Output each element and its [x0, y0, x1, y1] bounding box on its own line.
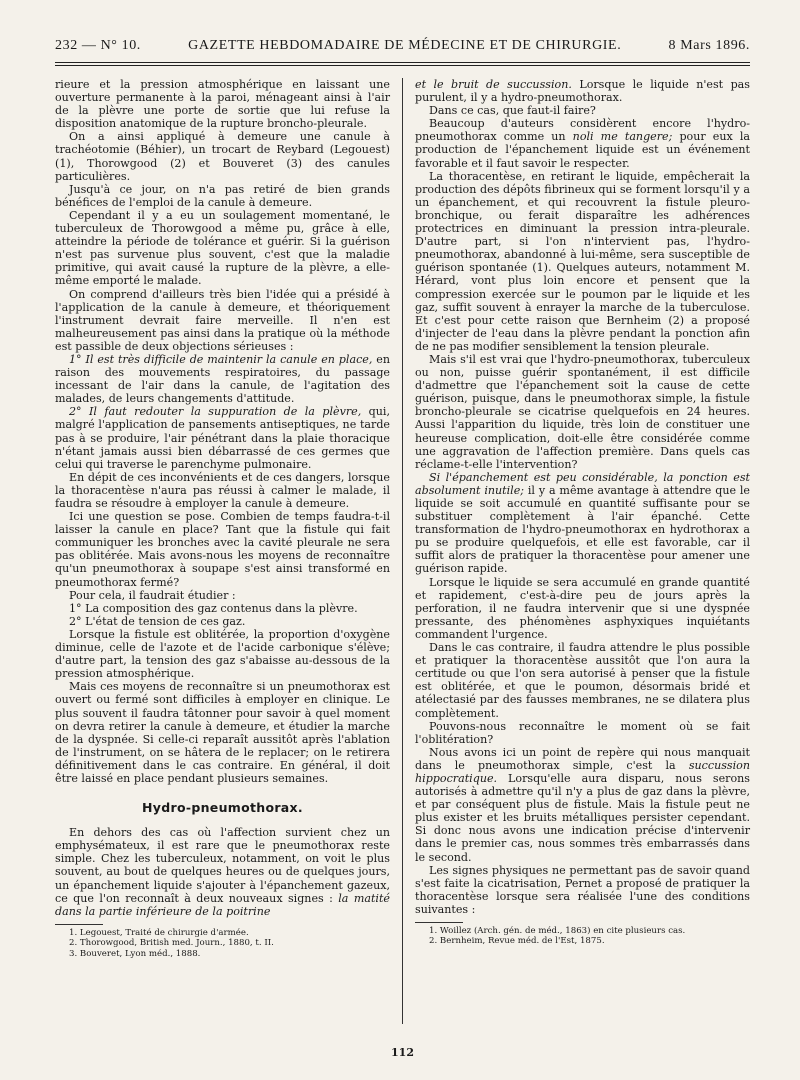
paragraph — [55, 405, 390, 470]
text: Lorsqu'elle aura disparu, nous serons autorisés à admettre qu'il n'y a plus de gaz dans la plèvre, et par conséquent plus de fistule. Mais la fistule peut ne plus exister et les bruits métalliques persister cependant. Si donc nous avons une indication précise d'intervenir dans le premier cas, nous sommes très embarrassés dans le second. — [415, 771, 750, 864]
journal-title: GAZETTE HEBDOMADAIRE DE MÉDECINE ET DE CHIRURGIE. — [188, 38, 622, 53]
text: en raison des mouvements respiratoires, du passage incessant de l'air dans la canule, de l'agitation des malades, de leurs changements d'attitude. — [55, 352, 390, 406]
text: En dehors des cas où l'affection survient chez un emphysémateux, il est rare que le pneumothorax reste simple. Chez les tuberculeux, notamment, on voit le plus souvent, au bout de quelques heures ou de quelques jours, un épanchement liquide s'ajouter à l'épanchement gazeux, ce que l'on reconnaît à deux nouveaux signes : — [55, 826, 390, 905]
footnote: 3. Bouveret, Lyon méd., 1888. — [69, 948, 201, 959]
footnote: 2. Bernheim, Revue méd. de l'Est, 1875. — [429, 936, 605, 947]
text: Lorsque le liquide n'est pas purulent, il y a hydro-pneumothorax. — [415, 78, 750, 105]
paragraph — [415, 117, 750, 169]
emphasis: 1° Il est très difficile de maintenir la canule en place, — [69, 352, 373, 366]
right-column — [415, 78, 750, 947]
paragraph: Lorsque la fistule est oblitérée, la proportion d'oxygène diminue, celle de l'azote et de l'acide carbonique s'élève; d'autre part, la tension des gaz s'abaisse au-dessous de la pression atmosphérique. — [55, 627, 390, 681]
text-columns — [55, 78, 750, 1038]
paragraph: Ici une question se pose. Combien de temps faudra-t-il laisser la canule en place? Tant que la fistule qui fait communiquer les bronches avec la cavité pleurale ne sera pas oblitérée. Mais avons-nous les moyens de reconnaître qu'un pneumothorax à soupape s'est ainsi transformé en pneumothorax fermé? — [55, 510, 390, 589]
emphasis: la matité dans la partie inférieure de la poitrine — [55, 891, 390, 918]
emphasis: 2° Il faut redouter la suppuration de la plèvre, — [69, 405, 362, 419]
paragraph: Dans ce cas, que faut-il faire? — [429, 104, 596, 118]
paragraph: Lorsque le liquide se sera accumulé en grande quantité et rapidement, c'est-à-dire peu de jours après la perforation, il ne faudra intervenir que si une dyspnée pressante, des phénomènes asphyxiques inquiétants commandent l'urgence. — [415, 575, 750, 641]
paragraph: Pour cela, il faudrait étudier : — [69, 588, 236, 602]
paragraph: 2° L'état de tension de ces gaz. — [69, 614, 246, 628]
section-heading: Hydro-pneumothorax. — [142, 800, 303, 816]
emphasis: noli me tangere; — [572, 130, 673, 144]
paragraph: Pouvons-nous reconnaître le moment où se fait l'oblitération? — [415, 719, 750, 746]
footnote: 1. Legouest, Traité de chirurgie d'armée. — [69, 927, 249, 938]
text: Nous avons ici un point de repère qui nous manquait dans le pneumothorax simple, c'est la — [415, 745, 750, 772]
emphasis: Si l'épanchement est peu considérable, la ponction est absolument inutile; — [415, 470, 750, 497]
emphasis: succussion hippocratique. — [415, 758, 750, 785]
paragraph: Mais s'il est vrai que l'hydro-pneumothorax, tuberculeux ou non, puisse guérir spontanément, il est difficile d'admettre que l'épanchement soit la cause de cette guérison, puisque, dans le pneumothorax simple, la fistule broncho-pleurale se cicatrise quelquefois en 24 heures. Aussi l'apparition du liquide, très loin de constituer une heureuse complication, doit-elle être considérée comme une aggravation de l'affection première. Dans quels cas réclame-t-elle l'intervention? — [415, 352, 750, 471]
emphasis: et le bruit de succussion. — [415, 78, 572, 91]
paragraph — [55, 353, 390, 405]
paragraph — [415, 746, 750, 864]
paragraph: En dépit de ces inconvénients et de ces dangers, lorsque la thoracentèse n'aura pas réussi à calmer le malade, il faudra se résoudre à employer la canule à demeure. — [55, 470, 390, 510]
issue-date: 8 Mars 1896. — [668, 38, 750, 53]
paragraph: 1° La composition des gaz contenus dans la plèvre. — [69, 601, 358, 615]
paragraph: Les signes physiques ne permettant pas de savoir quand s'est faite la cicatrisation, Pernet a proposé de pratiquer la thoracentèse lorsque sera réalisée l'une des conditions suivantes : — [415, 863, 750, 916]
footnote: 1. Woillez (Arch. gén. de méd., 1863) en cite plusieurs cas. — [429, 926, 686, 936]
paragraph: La thoracentèse, en retirant le liquide, empêcherait la production des dépôts fibrineux qui se forment lorsqu'il y a un épanchement, et qui recouvrent la fistule pleuro-bronchique, ou ferait disparaître les adhérences protectrices en diminuant la pression intra-pleurale. D'autre part, si l'on n'intervient pas, l'hydro-pneumothorax, abandonné à lui-même, sera susceptible de guérison spontanée (1). Quelques auteurs, notamment M. Hérard, vont plus loin encore et pensent que la compression exercée sur le poumon par le liquide et les gaz, suffit souvent à enrayer la marche de la tuberculose. Et c'est pour cette raison que Bernheim (2) a proposé d'injecter de l'eau dans la plèvre pendant la ponction afin de ne pas modifier sensiblement la tension pleurale. — [415, 169, 750, 353]
page-number-issue: 232 — N° 10. — [55, 38, 141, 53]
paragraph — [415, 78, 750, 104]
paragraph: Mais ces moyens de reconnaître si un pneumothorax est ouvert ou fermé sont difficiles à employer en clinique. Le plus souvent il faudra tâtonner pour savoir à quel moment on devra retirer la canule à demeure, et étudier la marche de la dyspnée. Si celle-ci reparaît aussitôt après l'ablation de l'instrument, on se hâtera de le replacer; on le retirera définitivement dans le cas contraire. En général, il doit être laissé en place pendant plusieurs semaines. — [55, 680, 390, 785]
paragraph: On a ainsi appliqué à demeure une canule à trachéotomie (Béhier), un trocart de Reybard (Legouest) (1), Thorowgood (2) et Bouveret (3) des canules particulières. — [55, 130, 390, 183]
paragraph — [415, 471, 750, 576]
footnote: 2. Thorowgood, British med. Journ., 1880, t. II. — [69, 938, 274, 949]
paragraph: Dans le cas contraire, il faudra attendre le plus possible et pratiquer la thoracentèse aussitôt que l'on aura la certitude ou que l'on sera autorisé à penser que la fistule est oblitérée, et que le poumon, désormais bridé et atélectasié par des fausses membranes, ne se dilatera plus complètement. — [415, 641, 750, 720]
left-column — [55, 78, 390, 959]
text: pour eux la production de l'épanchement liquide est un événement favorable et il faut savoir le respecter. — [415, 130, 750, 170]
text: il y a même avantage à attendre que le liquide se soit accumulé en quantité suffisante pour se substituer complètement à l'air épanché. Cette transformation de l'hydro-pneumothorax en hydrothorax a pu se produire quelquefois, et elle est favorable, car il suffit alors de pratiquer la thoracentèse pour amener une guérison rapide. — [415, 483, 750, 576]
footnote-rule — [55, 924, 103, 925]
folio-number: 112 — [391, 1046, 414, 1059]
header-rule-double — [55, 65, 750, 66]
paragraph: rieure et la pression atmosphérique en laissant une ouverture permanente à la paroi, ménageant ainsi à l'air de la plèvre une porte de sortie que lui refuse la disposition anatomique de la rupture broncho-pleurale. — [55, 78, 390, 131]
paragraph: Cependant il y a eu un soulagement momentané, le tuberculeux de Thorowgood a même pu, grâce à elle, atteindre la période de tolérance et guérir. Si la guérison n'est pas survenue plus souvent, c'est que la maladie primitive, qui avait causé la rupture de la plèvre, a elle-même emporté le malade. — [55, 208, 390, 288]
header-rule — [55, 62, 750, 63]
text: qui, malgré l'application de pansements antiseptiques, ne tarde pas à se produire, l'air pénétrant dans la plaie thoracique n'étant jamais aussi bien débarrassé de ces germes que celui qui traverse le parenchyme pulmonaire. — [55, 405, 390, 471]
paragraph: Jusqu'à ce jour, on n'a pas retiré de bien grands bénéfices de l'emploi de la canule à demeure. — [55, 182, 390, 209]
paragraph: On comprend d'ailleurs très bien l'idée qui a présidé à l'application de la canule à demeure, et théoriquement l'instrument devrait faire merveille. Il n'en est malheureusement pas ainsi dans la pratique où la méthode est passible de deux objections sérieuses : — [55, 287, 390, 353]
journal-page — [55, 38, 750, 1068]
column-divider — [402, 78, 403, 1024]
paragraph — [55, 826, 390, 918]
running-header — [55, 38, 750, 58]
text: Beaucoup d'auteurs considèrent encore l'hydro-pneumothorax comme un — [415, 117, 750, 144]
footnote-rule — [415, 922, 463, 923]
